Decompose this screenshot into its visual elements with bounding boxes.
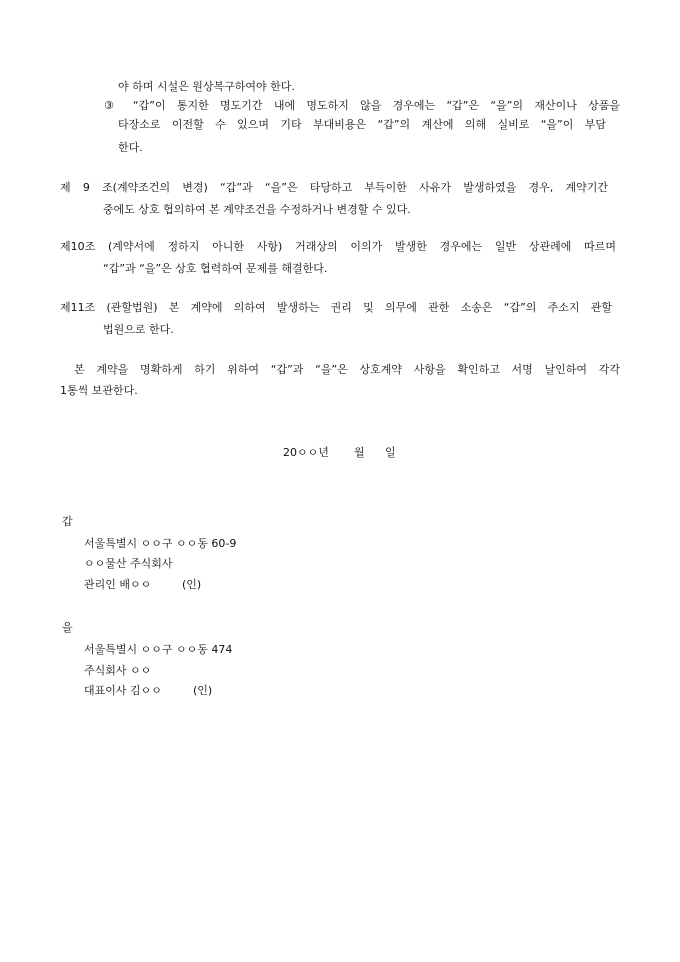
party-b-company: 주식회사 ㅇㅇ <box>84 664 152 677</box>
item3-line: ③ “갑”이 통지한 명도기간 내에 명도하지 않을 경우에는 “갑”은 “을”의 재산이나 상품을 <box>104 99 620 112</box>
item3-line: 한다. <box>118 141 143 154</box>
article-9-line: 제 9 조(계약조건의 변경) “갑”과 “을”은 타당하고 부득이한 사유가 발생하였을 경우, 계약기간 <box>60 181 608 194</box>
party-a-label: 갑 <box>62 515 73 528</box>
date-day: 일 <box>385 446 396 459</box>
date-year: 20ㅇㅇ년 <box>283 446 329 459</box>
closing-line: 1통씩 보관한다. <box>60 384 138 397</box>
clause-continuation-line: 야 하며 시설은 원상복구하여야 한다. <box>118 80 295 93</box>
article-11-line: 제11조 (관할법원) 본 계약에 의하여 발생하는 권리 및 의무에 관한 소송은 “갑”의 주소지 관할 <box>60 301 612 314</box>
date-month: 월 <box>354 446 365 459</box>
article-10-line: 제10조 (계약서에 정하지 아니한 사항) 거래상의 이의가 발생한 경우에는 일반 상관례에 따르며 <box>60 240 616 253</box>
article-11-line: 법원으로 한다. <box>103 323 174 336</box>
party-a-company: ㅇㅇ물산 주식회사 <box>84 557 173 570</box>
party-a-seal: (인) <box>182 578 202 591</box>
closing-line: 본 계약을 명확하게 하기 위하여 “갑”과 “을”은 상호계약 사항을 확인하고 서명 날인하여 각각 <box>74 363 620 376</box>
party-a-representative: 관리인 배ㅇㅇ <box>84 578 152 591</box>
party-b-seal: (인) <box>193 684 213 697</box>
item3-line: 타장소로 이전할 수 있으며 기타 부대비용은 “갑”의 계산에 의해 실비로 “을”이 부담 <box>118 118 606 131</box>
party-a-address: 서울특별시 ㅇㅇ구 ㅇㅇ동 60-9 <box>84 537 237 550</box>
party-b-address: 서울특별시 ㅇㅇ구 ㅇㅇ동 474 <box>84 643 233 656</box>
article-9-line: 중에도 상호 협의하여 본 계약조건을 수정하거나 변경할 수 있다. <box>103 203 411 216</box>
article-10-line: “갑”과 “을”은 상호 협력하여 문제를 해결한다. <box>103 262 328 275</box>
party-b-label: 을 <box>62 621 73 634</box>
party-b-representative: 대표이사 김ㅇㅇ <box>84 684 162 697</box>
